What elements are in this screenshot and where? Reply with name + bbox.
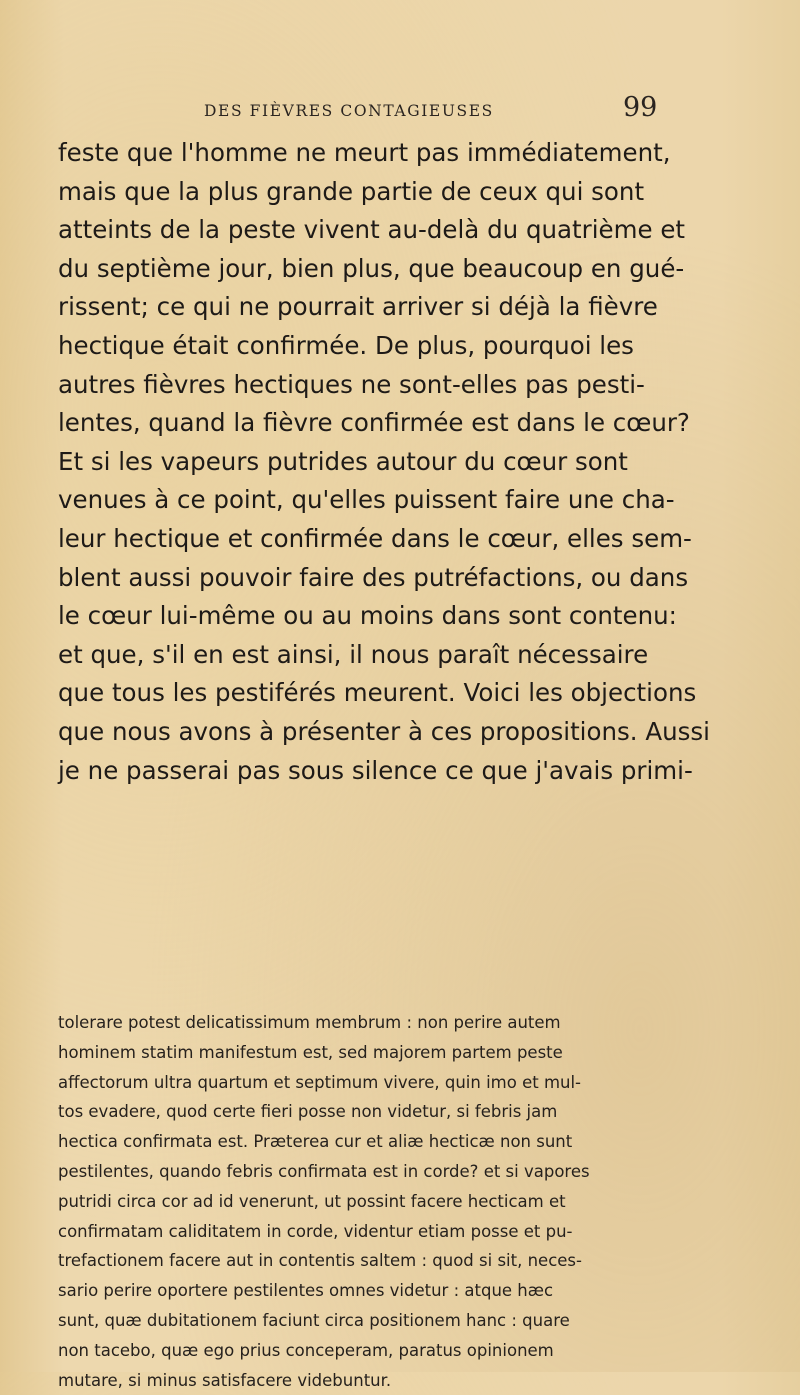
text-line: autres fièvres hectiques ne sont-elles pas pesti- <box>58 369 645 399</box>
note-line: pestilentes, quando febris confirmata est in corde? et si vapores <box>58 1161 590 1181</box>
text-line: du septième jour, bien plus, que beaucoup en gué- <box>58 253 685 283</box>
running-head: DES FIÈVRES CONTAGIEUSES <box>204 102 494 120</box>
note-line: hectica confirmata est. Præterea cur et aliæ hecticæ non sunt <box>58 1132 573 1152</box>
text-line: que tous les pestiférés meurent. Voici les objections <box>58 678 697 708</box>
text-line: leur hectique et confirmée dans le cœur, elles sem- <box>58 523 692 553</box>
main-text-block <box>58 134 718 790</box>
text-line: je ne passerai pas sous silence ce que j'avais primi- <box>58 755 693 785</box>
text-line: et que, s'il en est ainsi, il nous paraît nécessaire <box>58 639 649 669</box>
note-line: mutare, si minus satisfacere videbuntur. <box>58 1370 392 1390</box>
text-line: feste que l'homme ne meurt pas immédiatement, <box>58 138 671 167</box>
note-line: tolerare potest delicatissimum membrum : non perire autem <box>58 1013 561 1032</box>
text-line: que nous avons à présenter à ces propositions. Aussi <box>58 716 710 746</box>
text-line: atteints de la peste vivent au-delà du quatrième et <box>58 215 686 245</box>
note-line: confirmatam caliditatem in corde, videntur etiam posse et pu- <box>58 1221 573 1241</box>
latin-footnote <box>58 1008 732 1395</box>
page-number: 99 <box>623 92 658 123</box>
note-line: sunt, quæ dubitationem faciunt circa positionem hanc : quare <box>58 1310 570 1330</box>
note-line: trefactionem facere aut in contentis saltem : quod si sit, neces- <box>58 1251 582 1271</box>
note-line: hominem statim manifestum est, sed majorem partem peste <box>58 1042 563 1062</box>
note-line: sario perire oportere pestilentes omnes videtur : atque hæc <box>58 1281 554 1301</box>
text-line: lentes, quand la fièvre confirmée est dans le cœur? <box>58 408 690 438</box>
text-line: venues à ce point, qu'elles puissent faire une cha- <box>58 485 675 515</box>
note-line: tos evadere, quod certe fieri posse non videtur, si febris jam <box>58 1102 558 1122</box>
text-line: hectique était confirmée. De plus, pourquoi les <box>58 330 634 360</box>
note-line: non tacebo, quæ ego prius conceperam, paratus opinionem <box>58 1340 554 1360</box>
text-line: le cœur lui-même ou au moins dans sont contenu: <box>58 601 677 631</box>
text-line: Et si les vapeurs putrides autour du cœur sont <box>58 446 628 476</box>
text-line: mais que la plus grande partie de ceux qui sont <box>58 176 645 206</box>
note-line: affectorum ultra quartum et septimum vivere, quin imo et mul- <box>58 1072 582 1092</box>
text-line: rissent; ce qui ne pourrait arriver si déjà la fièvre <box>58 292 658 322</box>
note-line: putridi circa cor ad id venerunt, ut possint facere hecticam et <box>58 1191 566 1211</box>
text-line: blent aussi pouvoir faire des putréfactions, ou dans <box>58 562 689 592</box>
